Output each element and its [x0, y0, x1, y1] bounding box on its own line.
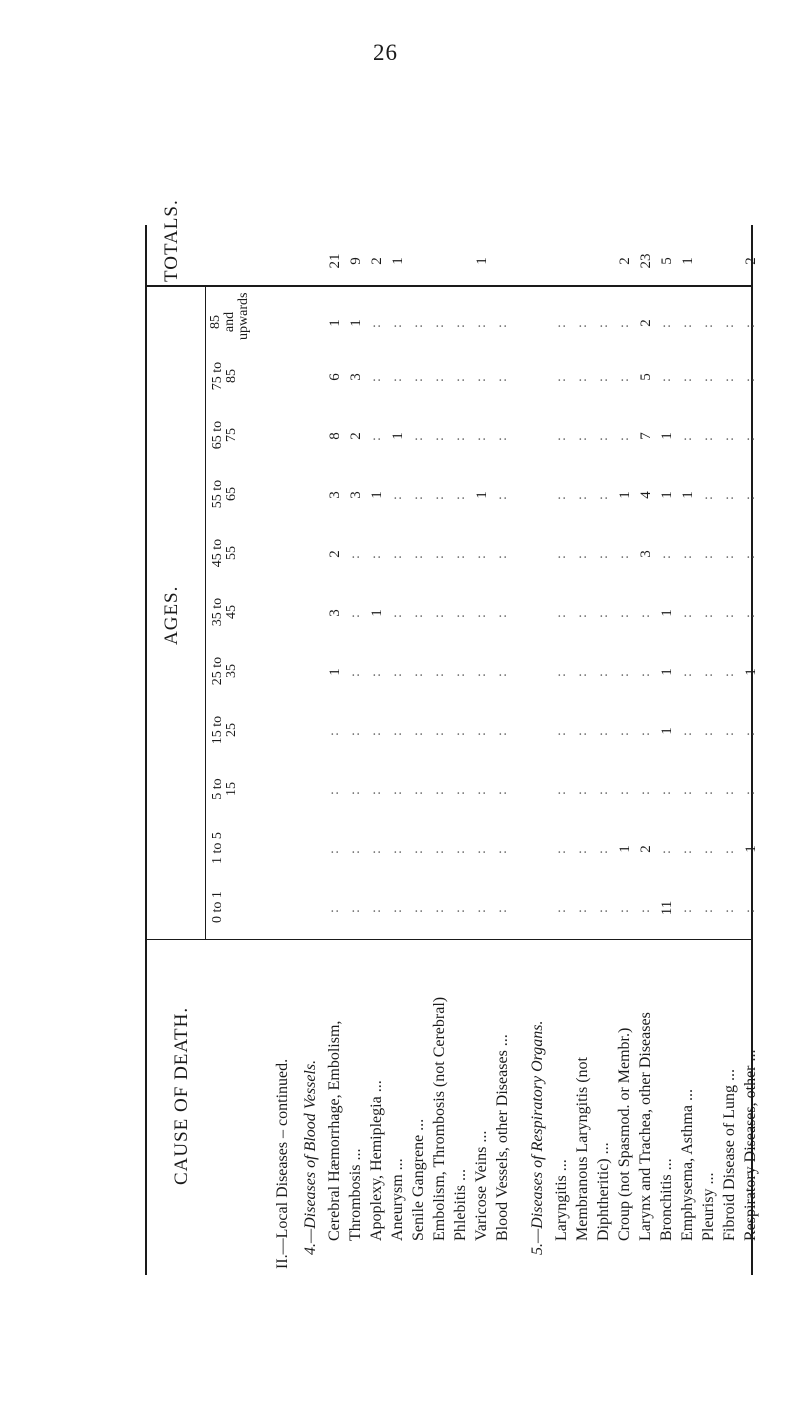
leader-dots: :: [432, 789, 447, 795]
leader-dots: :: [390, 730, 405, 736]
leader-dots: :: [680, 671, 695, 677]
leader-dots: :: [411, 907, 426, 913]
leader-dots: :: [453, 322, 468, 328]
leader-dots: :: [575, 435, 590, 441]
leader-dots: :: [743, 789, 758, 795]
age-count: 1: [348, 319, 364, 327]
ages-divider: [205, 287, 206, 939]
leader-dots: :: [575, 907, 590, 913]
leader-dots: :: [554, 322, 569, 328]
age-count: 7: [638, 432, 654, 440]
leader-dots: :: [617, 376, 632, 382]
age-count: 1: [369, 491, 385, 499]
leader-dots: :: [722, 553, 737, 559]
leader-dots: :: [495, 376, 510, 382]
leader-dots: :: [554, 907, 569, 913]
age-column-header: 35 to 45: [210, 597, 239, 627]
leader-dots: :: [432, 435, 447, 441]
leader-dots: :: [575, 848, 590, 854]
leader-dots: :: [617, 789, 632, 795]
leader-dots: :: [596, 907, 611, 913]
leader-dots: :: [722, 730, 737, 736]
cause-label: Membranous Laryngitis (not: [574, 1057, 591, 1241]
top-rule: [145, 225, 147, 1275]
leader-dots: :: [596, 494, 611, 500]
leader-dots: :: [348, 671, 363, 677]
leader-dots: :: [575, 612, 590, 618]
leader-dots: :: [369, 730, 384, 736]
leader-dots: :: [348, 848, 363, 854]
cause-label: Phlebitis ...: [452, 1168, 469, 1241]
leader-dots: :: [596, 848, 611, 854]
leader-dots: :: [411, 322, 426, 328]
leader-dots: :: [432, 730, 447, 736]
leader-dots: :: [327, 907, 342, 913]
leader-dots: :: [596, 671, 611, 677]
leader-dots: :: [348, 553, 363, 559]
leader-dots: :: [680, 789, 695, 795]
leader-dots: :: [596, 612, 611, 618]
leader-dots: :: [432, 553, 447, 559]
leader-dots: :: [453, 376, 468, 382]
page-number: 26: [373, 40, 398, 65]
leader-dots: :: [575, 671, 590, 677]
leader-dots: :: [575, 789, 590, 795]
leader-dots: :: [638, 671, 653, 677]
leader-dots: :: [575, 730, 590, 736]
age-count: 2: [348, 432, 364, 440]
leader-dots: :: [743, 730, 758, 736]
leader-dots: :: [495, 435, 510, 441]
leader-dots: :: [453, 494, 468, 500]
leader-dots: :: [453, 907, 468, 913]
age-column-header: 15 to 25: [210, 715, 239, 745]
age-column-header: 1 to 5: [210, 832, 225, 864]
leader-dots: :: [701, 789, 716, 795]
leader-dots: :: [432, 376, 447, 382]
leader-dots: :: [495, 494, 510, 500]
leader-dots: :: [390, 612, 405, 618]
leader-dots: :: [554, 376, 569, 382]
leader-dots: :: [701, 322, 716, 328]
leader-dots: :: [680, 730, 695, 736]
row-total: 1: [390, 257, 406, 265]
leader-dots: :: [390, 907, 405, 913]
leader-dots: :: [432, 848, 447, 854]
leader-dots: :: [474, 671, 489, 677]
leader-dots: :: [390, 671, 405, 677]
row-total: 5: [659, 257, 675, 265]
age-count: 1: [327, 668, 343, 676]
age-count: 1: [743, 668, 759, 676]
leader-dots: :: [722, 494, 737, 500]
leader-dots: :: [453, 730, 468, 736]
leader-dots: :: [659, 553, 674, 559]
leader-dots: :: [659, 322, 674, 328]
cause-label: Fibroid Disease of Lung ...: [721, 1069, 738, 1241]
row-total: 1: [474, 257, 490, 265]
leader-dots: :: [638, 612, 653, 618]
leader-dots: :: [453, 671, 468, 677]
leader-dots: :: [701, 376, 716, 382]
leader-dots: :: [495, 730, 510, 736]
leader-dots: :: [722, 376, 737, 382]
leader-dots: :: [701, 848, 716, 854]
leader-dots: :: [596, 730, 611, 736]
leader-dots: :: [432, 907, 447, 913]
leader-dots: :: [554, 612, 569, 618]
leader-dots: :: [453, 612, 468, 618]
age-count: 3: [638, 550, 654, 558]
cause-label: Thrombosis ...: [347, 1148, 364, 1241]
row-total: 1: [680, 257, 696, 265]
leader-dots: :: [474, 907, 489, 913]
leader-dots: :: [390, 494, 405, 500]
leader-dots: :: [554, 789, 569, 795]
leader-dots: :: [327, 730, 342, 736]
leader-dots: :: [474, 553, 489, 559]
age-count: 3: [348, 373, 364, 381]
leader-dots: :: [596, 789, 611, 795]
row-total: 23: [638, 253, 654, 269]
age-column-header: 5 to 15: [210, 778, 239, 800]
leader-dots: :: [743, 494, 758, 500]
cause-divider: [145, 939, 753, 940]
leader-dots: :: [369, 553, 384, 559]
cause-label: Cerebral Hæmorrhage, Embolism,: [326, 1020, 343, 1241]
leader-dots: :: [554, 848, 569, 854]
leader-dots: :: [701, 494, 716, 500]
leader-dots: :: [659, 376, 674, 382]
age-count: 1: [327, 319, 343, 327]
leader-dots: :: [390, 789, 405, 795]
leader-dots: :: [411, 612, 426, 618]
age-column-header: 75 to 85: [210, 361, 239, 391]
leader-dots: :: [369, 789, 384, 795]
cause-label: Blood Vessels, other Diseases ...: [494, 1034, 511, 1241]
row-total: 2: [369, 257, 385, 265]
age-count: 1: [659, 668, 675, 676]
cause-label: Bronchitis ...: [658, 1158, 675, 1241]
leader-dots: :: [474, 848, 489, 854]
age-count: 5: [638, 373, 654, 381]
age-count: 1: [659, 609, 675, 617]
leader-dots: :: [554, 730, 569, 736]
leader-dots: :: [369, 671, 384, 677]
cause-label: Larynx and Trachea, other Diseases: [637, 1012, 654, 1241]
leader-dots: :: [474, 789, 489, 795]
age-column-header: 0 to 1: [210, 891, 225, 923]
leader-dots: :: [575, 376, 590, 382]
cause-label: Aneurysm ...: [389, 1158, 406, 1241]
age-column-header: 45 to 55: [210, 538, 239, 568]
leader-dots: :: [453, 789, 468, 795]
age-count: 1: [743, 845, 759, 853]
leader-dots: :: [722, 789, 737, 795]
group-title: 5.—Diseases of Respiratory Organs.: [529, 1020, 546, 1255]
leader-dots: :: [722, 435, 737, 441]
leader-dots: :: [411, 376, 426, 382]
leader-dots: :: [722, 671, 737, 677]
leader-dots: :: [617, 322, 632, 328]
age-count: 4: [638, 491, 654, 499]
leader-dots: :: [474, 730, 489, 736]
age-count: 3: [327, 609, 343, 617]
age-count: 2: [638, 319, 654, 327]
row-total: 9: [348, 257, 364, 265]
leader-dots: :: [495, 322, 510, 328]
leader-dots: :: [453, 435, 468, 441]
leader-dots: :: [390, 322, 405, 328]
leader-dots: :: [554, 671, 569, 677]
leader-dots: :: [575, 322, 590, 328]
age-count: 3: [327, 491, 343, 499]
age-count: 1: [659, 432, 675, 440]
leader-dots: :: [701, 671, 716, 677]
cause-label: Senile Gangrene ...: [410, 1118, 427, 1241]
leader-dots: :: [495, 612, 510, 618]
leader-dots: :: [743, 907, 758, 913]
cause-label: Emphysema, Asthma ...: [679, 1089, 696, 1241]
leader-dots: :: [617, 730, 632, 736]
cause-label: Respiratory Diseases, other ...: [742, 1049, 759, 1241]
leader-dots: :: [348, 789, 363, 795]
leader-dots: :: [722, 848, 737, 854]
leader-dots: :: [659, 848, 674, 854]
leader-dots: :: [722, 907, 737, 913]
age-count: 1: [474, 491, 490, 499]
leader-dots: :: [701, 612, 716, 618]
leader-dots: :: [411, 848, 426, 854]
leader-dots: :: [617, 435, 632, 441]
leader-dots: :: [638, 730, 653, 736]
totals-header: TOTALS.: [161, 199, 182, 282]
leader-dots: :: [638, 789, 653, 795]
row-total: 2: [743, 257, 759, 265]
leader-dots: :: [348, 907, 363, 913]
leader-dots: :: [327, 848, 342, 854]
leader-dots: :: [554, 553, 569, 559]
age-count: 1: [369, 609, 385, 617]
leader-dots: :: [369, 322, 384, 328]
leader-dots: :: [680, 612, 695, 618]
leader-dots: :: [680, 553, 695, 559]
age-count: 1: [617, 491, 633, 499]
leader-dots: :: [390, 376, 405, 382]
age-column-header: 25 to 35: [210, 656, 239, 686]
leader-dots: :: [701, 730, 716, 736]
cause-label: Varicose Veins ...: [473, 1130, 490, 1241]
cause-label: Embolism, Thrombosis (not Cerebral): [431, 996, 448, 1241]
leader-dots: :: [411, 494, 426, 500]
row-total: 21: [327, 253, 343, 269]
leader-dots: :: [575, 553, 590, 559]
age-count: 1: [390, 432, 406, 440]
cause-label: Croup (not Spasmod. or Membr.): [616, 1027, 633, 1241]
leader-dots: :: [722, 612, 737, 618]
leader-dots: :: [411, 553, 426, 559]
leader-dots: :: [411, 789, 426, 795]
age-count: 11: [659, 900, 675, 916]
age-count: 2: [638, 845, 654, 853]
age-column-header: 65 to 75: [210, 420, 239, 450]
leader-dots: :: [701, 553, 716, 559]
leader-dots: :: [369, 435, 384, 441]
leader-dots: :: [701, 907, 716, 913]
leader-dots: :: [680, 435, 695, 441]
leader-dots: :: [432, 671, 447, 677]
cause-label: Diphtheritic) ...: [595, 1142, 612, 1241]
leader-dots: :: [638, 907, 653, 913]
leader-dots: :: [617, 907, 632, 913]
leader-dots: :: [743, 553, 758, 559]
leader-dots: :: [495, 789, 510, 795]
leader-dots: :: [743, 322, 758, 328]
leader-dots: :: [617, 553, 632, 559]
leader-dots: :: [722, 322, 737, 328]
leader-dots: :: [554, 435, 569, 441]
leader-dots: :: [411, 435, 426, 441]
leader-dots: :: [474, 322, 489, 328]
leader-dots: :: [575, 494, 590, 500]
leader-dots: :: [743, 612, 758, 618]
age-column-header: 55 to 65: [210, 479, 239, 509]
leader-dots: :: [432, 494, 447, 500]
totals-divider: [145, 285, 753, 287]
leader-dots: :: [701, 435, 716, 441]
leader-dots: :: [617, 671, 632, 677]
leader-dots: :: [596, 553, 611, 559]
cause-header: CAUSE OF DEATH.: [171, 1006, 192, 1185]
leader-dots: :: [617, 612, 632, 618]
leader-dots: :: [411, 730, 426, 736]
leader-dots: :: [390, 848, 405, 854]
leader-dots: :: [348, 730, 363, 736]
age-count: 8: [327, 432, 343, 440]
section-title: II.—Local Diseases – continued.: [274, 1058, 291, 1269]
leader-dots: :: [432, 322, 447, 328]
leader-dots: :: [596, 322, 611, 328]
leader-dots: :: [680, 848, 695, 854]
leader-dots: :: [348, 612, 363, 618]
cause-label: Laryngitis ...: [553, 1159, 570, 1241]
leader-dots: :: [495, 848, 510, 854]
leader-dots: :: [369, 376, 384, 382]
cause-label: Pleurisy ...: [700, 1172, 717, 1241]
leader-dots: :: [596, 376, 611, 382]
leader-dots: :: [659, 789, 674, 795]
age-count: 2: [327, 550, 343, 558]
leader-dots: :: [743, 376, 758, 382]
row-total: 2: [617, 257, 633, 265]
age-count: 1: [659, 491, 675, 499]
leader-dots: :: [453, 848, 468, 854]
age-count: 6: [327, 373, 343, 381]
leader-dots: :: [743, 435, 758, 441]
leader-dots: :: [327, 789, 342, 795]
age-count: 1: [617, 845, 633, 853]
age-count: 1: [659, 727, 675, 735]
age-column-header: 85 and upwards: [208, 292, 251, 340]
leader-dots: :: [495, 671, 510, 677]
leader-dots: :: [474, 612, 489, 618]
leader-dots: :: [432, 612, 447, 618]
leader-dots: :: [596, 435, 611, 441]
group-title: 4.—Diseases of Blood Vessels.: [302, 1059, 319, 1255]
mortality-table: [145, 199, 759, 1275]
cause-label: Apoplexy, Hemiplegia ...: [368, 1080, 385, 1241]
leader-dots: :: [390, 553, 405, 559]
leader-dots: :: [369, 848, 384, 854]
leader-dots: :: [554, 494, 569, 500]
age-count: 1: [680, 491, 696, 499]
leader-dots: :: [474, 435, 489, 441]
age-count: 3: [348, 491, 364, 499]
leader-dots: :: [495, 553, 510, 559]
leader-dots: :: [680, 907, 695, 913]
leader-dots: :: [474, 376, 489, 382]
leader-dots: :: [453, 553, 468, 559]
leader-dots: :: [680, 322, 695, 328]
leader-dots: :: [411, 671, 426, 677]
ages-header: AGES.: [161, 585, 182, 645]
leader-dots: :: [369, 907, 384, 913]
leader-dots: :: [680, 376, 695, 382]
leader-dots: :: [495, 907, 510, 913]
